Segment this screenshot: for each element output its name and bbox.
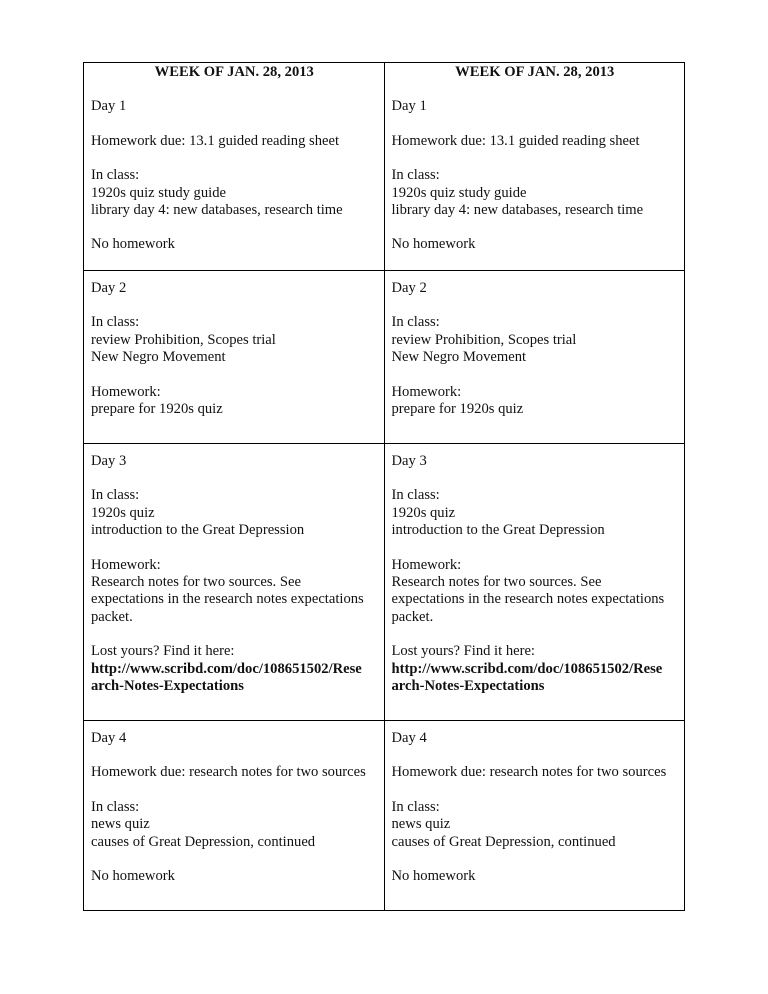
research-notes-link[interactable]: http://www.scribd.com/doc/108651502/Rese [391,660,663,677]
schedule-line: causes of Great Depression, continued [391,833,616,850]
schedule-line: Research notes for two sources. See [391,574,602,591]
schedule-line: No homework [91,868,175,885]
schedule-block [392,167,679,219]
schedule-block [91,643,378,695]
day-label [91,280,378,297]
schedule-line: prepare for 1920s quiz [391,401,524,418]
day-label [392,730,679,747]
week-header: WEEK OF JAN. 28, 2013 [154,64,314,80]
schedule-line: Homework: [91,556,161,573]
day-label [91,98,378,115]
schedule-block [91,868,378,885]
schedule-line: 1920s quiz [391,504,456,521]
schedule-line: Day 1 [391,98,427,115]
cell-content [392,730,679,885]
schedule-line: In class: [91,798,140,815]
schedule-block [392,384,679,419]
schedule-block [91,314,378,366]
schedule-line: In class: [391,798,440,815]
schedule-line: In class: [391,167,440,184]
schedule-line: New Negro Movement [391,349,527,366]
schedule-block [392,764,679,781]
day-label [392,453,679,470]
schedule-line: news quiz [391,816,451,833]
cell-content [392,280,679,418]
cell-content [392,63,679,254]
cell-content [91,63,378,254]
weekly-schedule-table [83,62,685,911]
schedule-cell-right [384,63,685,271]
schedule-line: Day 3 [391,453,427,469]
schedule-cell-right [384,721,685,911]
schedule-line: Day 3 [91,453,127,469]
schedule-line: In class: [91,487,140,504]
schedule-line: introduction to the Great Depression [391,522,605,539]
day-label [91,453,378,470]
schedule-cell-right [384,271,685,444]
schedule-line: In class: [91,314,140,331]
day-label [91,730,378,747]
schedule-line: Lost yours? Find it here: [391,643,535,660]
day-label [392,280,679,297]
research-notes-link[interactable]: arch-Notes-Expectations [91,678,244,695]
schedule-cell-left [84,444,385,721]
schedule-line: library day 4: new databases, research time [91,202,343,219]
schedule-line: 1920s quiz study guide [91,184,226,201]
schedule-line: causes of Great Depression, continued [91,833,316,850]
schedule-cell-left [84,271,385,444]
schedule-line: news quiz [91,816,150,833]
schedule-line: No homework [391,236,476,253]
schedule-row-day-2 [84,271,685,444]
cell-content [91,730,378,885]
schedule-line: No homework [91,236,175,253]
schedule-row-day-4 [84,721,685,911]
schedule-block [392,643,679,695]
schedule-block [91,236,378,253]
schedule-row-day-3 [84,444,685,721]
schedule-line: 1920s quiz study guide [391,184,527,201]
schedule-line: packet. [91,608,133,625]
schedule-line: Homework due: 13.1 guided reading sheet [391,132,640,149]
schedule-line: Homework due: research notes for two sources [91,764,366,781]
schedule-line: Homework: [91,383,161,400]
schedule-block [392,487,679,539]
schedule-block [91,487,378,539]
week-header: WEEK OF JAN. 28, 2013 [455,64,615,80]
schedule-line: Day 2 [391,280,427,296]
schedule-line: introduction to the Great Depression [91,522,305,539]
schedule-block [392,133,679,150]
cell-content [91,453,378,695]
schedule-line: packet. [391,608,434,625]
schedule-block [392,799,679,851]
schedule-block [392,557,679,627]
schedule-cell-right [384,444,685,721]
schedule-line: Homework: [391,383,462,400]
schedule-block [392,868,679,885]
schedule-line: Research notes for two sources. See [91,574,301,591]
schedule-line: Homework: [391,556,462,573]
schedule-block [91,384,378,419]
schedule-block [392,236,679,253]
schedule-line: Day 1 [91,98,127,115]
schedule-line: review Prohibition, Scopes trial [91,331,276,348]
schedule-line: Lost yours? Find it here: [91,643,235,660]
schedule-block [91,764,378,781]
schedule-line: expectations in the research notes expectations [91,591,364,608]
schedule-line: prepare for 1920s quiz [91,401,223,418]
schedule-block [91,799,378,851]
schedule-line: In class: [91,167,140,184]
schedule-line: expectations in the research notes expectations [391,591,665,608]
schedule-line: Day 4 [91,730,127,746]
research-notes-link[interactable]: arch-Notes-Expectations [391,678,545,695]
schedule-line: review Prohibition, Scopes trial [391,331,577,348]
schedule-cell-left [84,63,385,271]
schedule-line: Homework due: 13.1 guided reading sheet [91,132,340,149]
schedule-row-day-1 [84,63,685,271]
schedule-cell-left [84,721,385,911]
cell-content [91,280,378,418]
schedule-block [91,557,378,627]
schedule-block [91,133,378,150]
schedule-line: 1920s quiz [91,504,155,521]
schedule-line: In class: [391,487,440,504]
day-label [392,98,679,115]
schedule-line: In class: [391,314,440,331]
schedule-block [392,314,679,366]
schedule-block [91,167,378,219]
cell-content [392,453,679,695]
research-notes-link[interactable]: http://www.scribd.com/doc/108651502/Rese [91,660,362,677]
schedule-line: New Negro Movement [91,349,226,366]
schedule-line: Homework due: research notes for two sources [391,764,667,781]
schedule-line: Day 2 [91,280,127,296]
schedule-line: No homework [391,868,476,885]
schedule-line: Day 4 [391,730,427,746]
schedule-line: library day 4: new databases, research time [391,202,644,219]
